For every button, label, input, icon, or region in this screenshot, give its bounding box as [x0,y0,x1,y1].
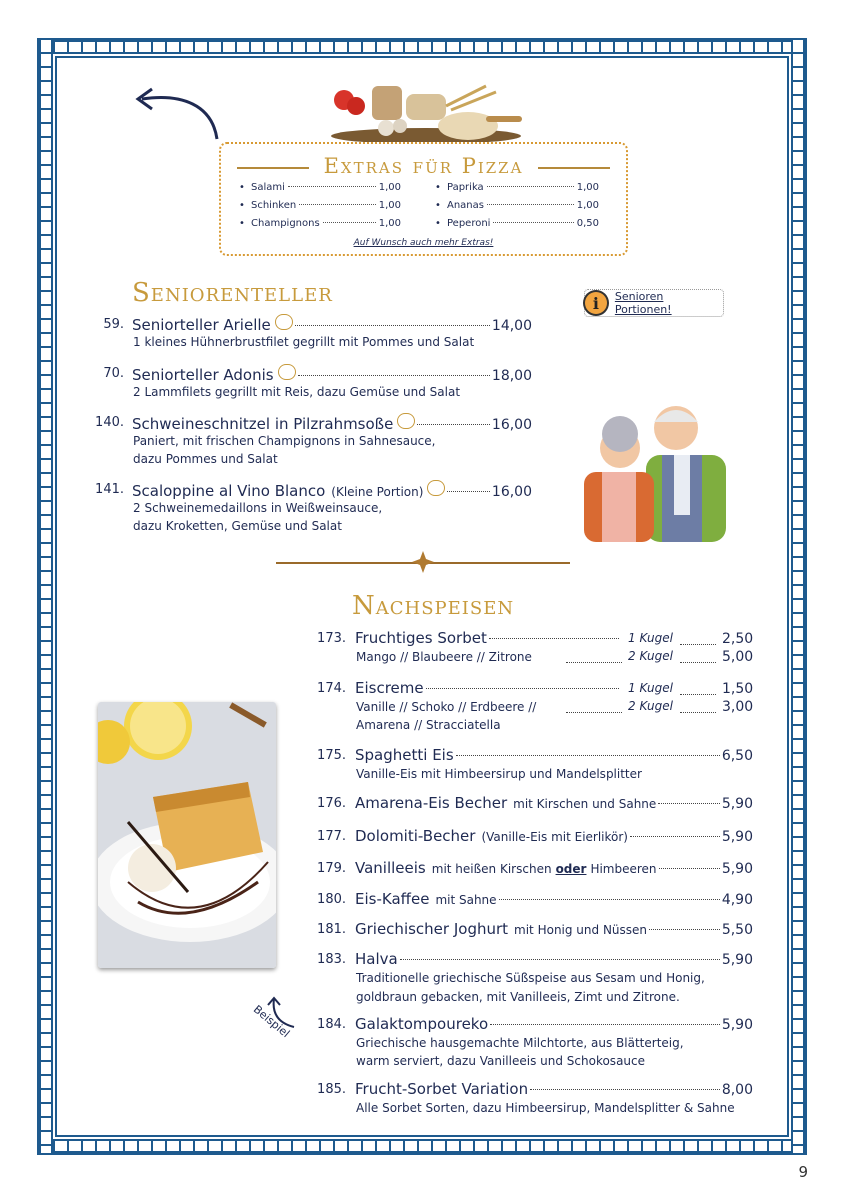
beispiel-label: Beispiel [250,1002,293,1041]
meander-top [39,40,805,54]
extras-item: • Peperoni 0,50 [435,218,599,229]
extras-item: • Salami 1,00 [239,182,401,193]
meander-right [791,40,805,1153]
chicken-icon [275,314,293,330]
extras-item: • Schinken 1,00 [239,200,401,211]
extras-item: • Ananas 1,00 [435,200,599,211]
curved-arrow-icon [132,85,224,143]
extras-item: • Champignons 1,00 [239,218,401,229]
meander-left [39,40,53,1153]
senior-info-badge [584,289,724,317]
meander-bottom [39,1139,805,1153]
info-icon: i [583,290,609,316]
pig-icon [397,413,415,429]
dessert-photo [98,702,276,968]
extras-box [219,142,628,256]
section-heading-dessert: Nachspeisen [352,591,515,621]
extras-title: Extras für Pizza [221,154,626,178]
page-number: 9 [798,1163,808,1181]
extras-item: • Paprika 1,00 [435,182,599,193]
star-ornament-icon [412,551,434,573]
lamb-icon [278,364,296,380]
pig-icon [427,480,445,496]
seniors-illustration [576,400,726,542]
extras-note: Auf Wunsch auch mehr Extras! [353,238,494,248]
info-label: Senioren Portionen! [614,290,672,316]
ingredients-illustration [326,76,526,144]
section-heading-senior: Seniorenteller [132,278,333,308]
